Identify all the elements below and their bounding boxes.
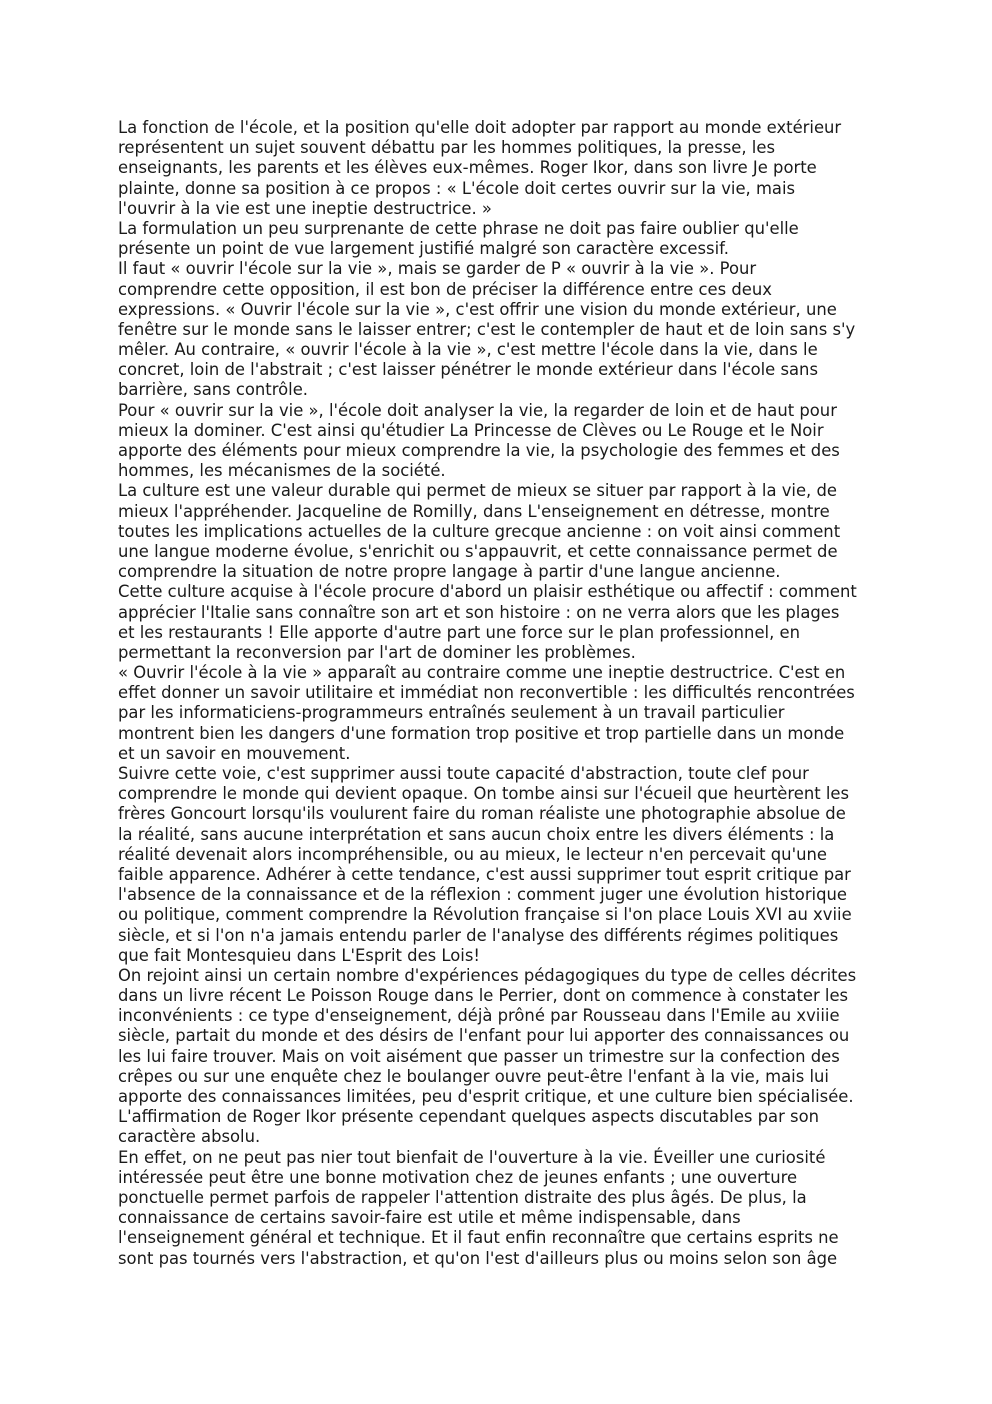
document-page bbox=[118, 118, 878, 1269]
text-line: frères Goncourt lorsqu'ils voulurent faire du roman réaliste une photographie absolue de bbox=[118, 804, 846, 824]
text-line: En effet, on ne peut pas nier tout bienfait de l'ouverture à la vie. Éveiller une curiosité bbox=[118, 1147, 826, 1167]
text-line: une langue moderne évolue, s'enrichit ou s'appauvrit, et cette connaissance permet de bbox=[118, 541, 838, 561]
text-line: sont pas tournés vers l'abstraction, et qu'on l'est d'ailleurs plus ou moins selon son âge bbox=[118, 1248, 838, 1268]
text-line: Suivre cette voie, c'est supprimer aussi toute capacité d'abstraction, toute clef pour bbox=[118, 764, 809, 783]
text-line: Pour « ouvrir sur la vie », l'école doit analyser la vie, la regarder de loin et de haut pour bbox=[118, 400, 837, 420]
text-line: enseignants, les parents et les élèves eux-mêmes. Roger Ikor, dans son livre Je porte bbox=[118, 158, 817, 178]
text-line: Cette culture acquise à l'école procure d'abord un plaisir esthétique ou affectif : comment bbox=[118, 582, 857, 602]
text-line: présente un point de vue largement justifié malgré son caractère excessif. bbox=[118, 239, 729, 259]
text-line: « Ouvrir l'école à la vie » apparaît au contraire comme une ineptie destructrice. C'est en bbox=[118, 663, 846, 683]
text-line: toutes les implications actuelles de la culture grecque ancienne : on voit ainsi comment bbox=[118, 521, 841, 541]
text-line: apporte des éléments pour mieux comprendre la vie, la psychologie des femmes et des bbox=[118, 441, 840, 460]
text-line: La formulation un peu surprenante de cette phrase ne doit pas faire oublier qu'elle bbox=[118, 218, 799, 238]
text-line: caractère absolu. bbox=[118, 1127, 261, 1147]
text-line: faible apparence. Adhérer à cette tendance, c'est aussi supprimer tout esprit critique par bbox=[118, 864, 851, 884]
text-line: représentent un sujet souvent débattu par les hommes politiques, la presse, les bbox=[118, 138, 775, 158]
text-line: concret, loin de l'abstrait ; c'est laisser pénétrer le monde extérieur dans l'école sans bbox=[118, 360, 818, 380]
text-line: crêpes ou sur une enquête chez le boulanger ouvre peut-être l'enfant à la vie, mais lui bbox=[118, 1066, 829, 1086]
text-line: l'absence de la connaissance et de la réflexion : comment juger une évolution historique bbox=[118, 885, 847, 905]
text-line: fenêtre sur le monde sans le laisser entrer; c'est le contempler de haut et de loin sans s'y bbox=[118, 319, 856, 339]
text-line: et un savoir en mouvement. bbox=[118, 743, 351, 763]
text-line: mieux la dominer. C'est ainsi qu'étudier La Princesse de Clèves ou Le Rouge et le Noir bbox=[118, 420, 824, 440]
text-line: plainte, donne sa position à ce propos : « L'école doit certes ouvrir sur la vie, mais bbox=[118, 178, 796, 198]
text-line: connaissance de certains savoir-faire est utile et même indispensable, dans bbox=[118, 1208, 741, 1228]
text-line: barrière, sans contrôle. bbox=[118, 380, 308, 400]
text-line: effet donner un savoir utilitaire et immédiat non reconvertible : les difficultés rencontrées bbox=[118, 683, 855, 703]
text-line: montrent bien les dangers d'une formation trop positive et trop partielle dans un monde bbox=[118, 723, 845, 743]
text-line: Il faut « ouvrir l'école sur la vie », mais se garder de P « ouvrir à la vie ». Pour bbox=[118, 259, 757, 279]
text-line: dans un livre récent Le Poisson Rouge dans le Perrier, dont on commence à constater les bbox=[118, 986, 849, 1006]
text-line: l'enseignement général et technique. Et il faut enfin reconnaître que certains esprits ne bbox=[118, 1228, 839, 1248]
text-line: les lui faire trouver. Mais on voit aisément que passer un trimestre sur la confection des bbox=[118, 1046, 840, 1066]
text-line: La culture est une valeur durable qui permet de mieux se situer par rapport à la vie, de bbox=[118, 481, 837, 501]
text-line: apprécier l'Italie sans connaître son art et son histoire : on ne verra alors que les plages bbox=[118, 602, 840, 622]
text-line: ponctuelle permet parfois de rappeler l'attention distraite des plus âgés. De plus, la bbox=[118, 1187, 807, 1207]
text-line: permettant la reconversion par l'art de dominer les problèmes. bbox=[118, 642, 636, 662]
text-line: et les restaurants ! Elle apporte d'autre part une force sur le plan professionnel, en bbox=[118, 622, 800, 642]
text-line: intéressée peut être une bonne motivation chez de jeunes enfants ; une ouverture bbox=[118, 1167, 798, 1187]
text-line: que fait Montesquieu dans L'Esprit des Lois! bbox=[118, 945, 480, 965]
text-line: comprendre cette opposition, il est bon de préciser la différence entre ces deux bbox=[118, 279, 772, 299]
text-line: réalité devenait alors incompréhensible, ou au mieux, le lecteur n'en percevait qu'une bbox=[118, 844, 827, 864]
text-line: ou politique, comment comprendre la Révolution française si l'on place Louis XVI au xviie bbox=[118, 905, 852, 925]
text-line: la réalité, sans aucune interprétation et sans aucun choix entre les divers éléments : la bbox=[118, 824, 835, 844]
text-line: siècle, et si l'on n'a jamais entendu parler de l'analyse des différents régimes politiques bbox=[118, 925, 839, 945]
text-line: inconvénients : ce type d'enseignement, déjà prôné par Rousseau dans l'Emile au xviiie bbox=[118, 1006, 840, 1026]
text-line: par les informaticiens-programmeurs entraînés seulement à un travail particulier bbox=[118, 703, 785, 723]
text-line: mieux l'appréhender. Jacqueline de Romilly, dans L'enseignement en détresse, montre bbox=[118, 501, 830, 521]
text-line: apporte des connaissances limitées, peu d'esprit critique, et une culture bien spécialisée. bbox=[118, 1087, 854, 1106]
text-line: expressions. « Ouvrir l'école sur la vie », c'est offrir une vision du monde extérieur, une bbox=[118, 299, 837, 319]
text-line: comprendre la situation de notre propre langage à partir d'une langue ancienne. bbox=[118, 562, 781, 582]
text-line: On rejoint ainsi un certain nombre d'expériences pédagogiques du type de celles décrites bbox=[118, 965, 857, 985]
text-line: La fonction de l'école, et la position qu'elle doit adopter par rapport au monde extérieur bbox=[118, 118, 842, 137]
text-line: siècle, partait du monde et des désirs de l'enfant pour lui apporter des connaissances ou bbox=[118, 1026, 850, 1046]
text-line: hommes, les mécanismes de la société. bbox=[118, 461, 446, 481]
text-line: comprendre le monde qui devient opaque. On tombe ainsi sur l'écueil que heurtèrent les bbox=[118, 784, 850, 804]
text-line: L'affirmation de Roger Ikor présente cependant quelques aspects discutables par son bbox=[118, 1107, 820, 1127]
text-line: l'ouvrir à la vie est une ineptie destructrice. » bbox=[118, 198, 492, 218]
text-line: mêler. Au contraire, « ouvrir l'école à la vie », c'est mettre l'école dans la vie, dans le bbox=[118, 340, 818, 360]
